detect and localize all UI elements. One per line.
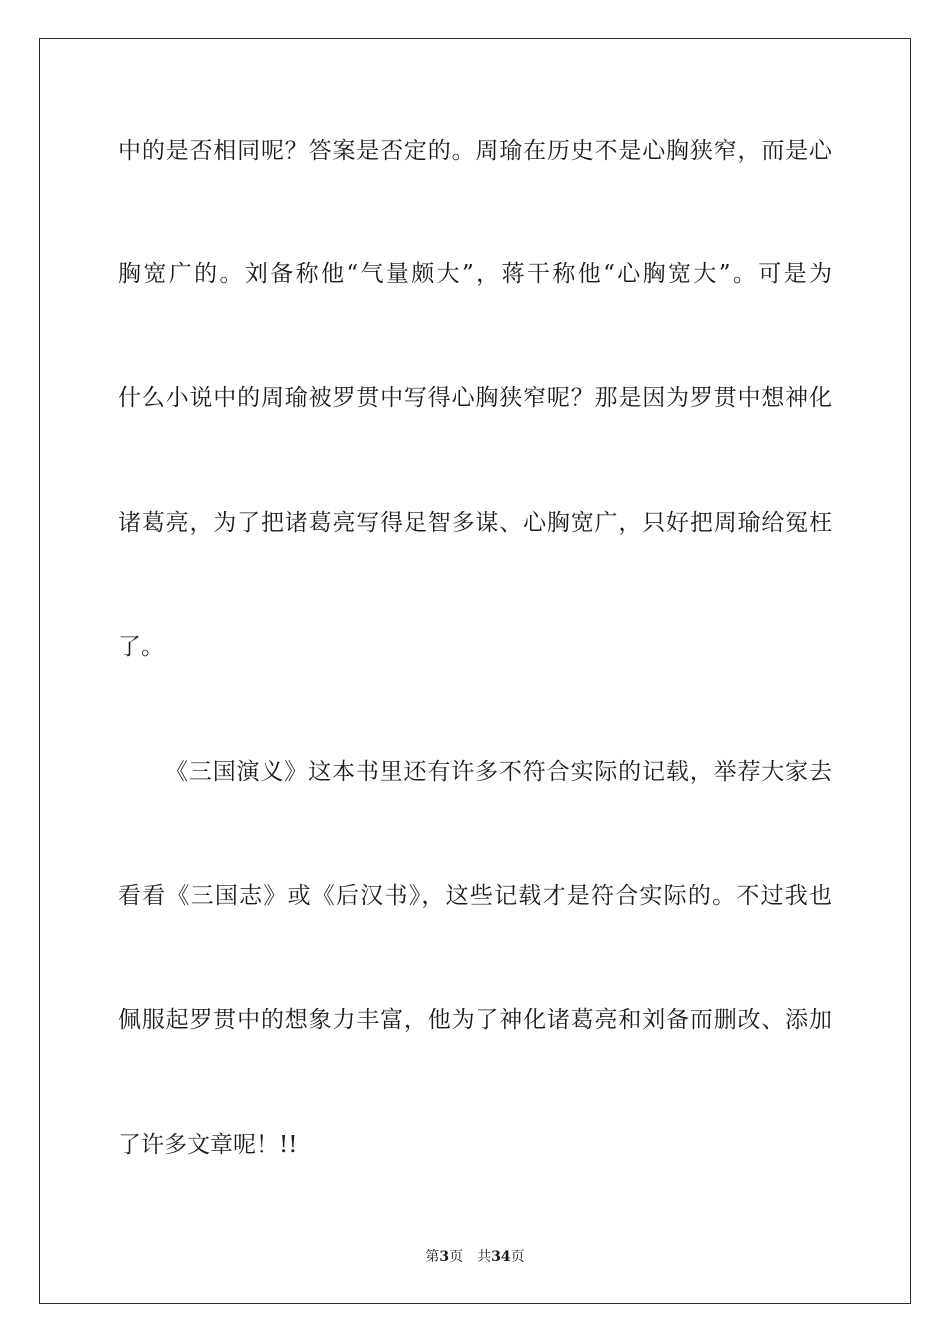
page-footer [0,1248,950,1266]
body-line-5: 了。 [118,634,164,660]
body-line-8: 佩服起罗贯中的想象力丰富，他为了神化诸葛亮和刘备而删改、添加 [118,1007,832,1033]
page-border [39,38,911,1304]
footer-page-number: 3 [439,1249,450,1265]
footer-total-pages: 34 [491,1249,511,1265]
body-line-2: 胸宽广的。刘备称他“气量颇大”，蒋干称他“心胸宽大”。可是为 [118,261,832,287]
body-line-3: 什么小说中的周瑜被罗贯中写得心胸狭窄呢？那是因为罗贯中想神化 [118,385,832,411]
body-line-7: 看看《三国志》或《后汉书》，这些记载才是符合实际的。不过我也 [118,883,832,909]
footer-total-suffix: 页 [510,1249,525,1265]
footer-total-prefix: 共 [477,1249,492,1265]
footer-page-prefix: 第 [425,1249,440,1265]
body-line-6: 《三国演义》这本书里还有许多不符合实际的记载，举荐大家去 [165,759,832,785]
body-line-9: 了许多文章呢！!! [118,1132,298,1158]
body-line-1: 中的是否相同呢？答案是否定的。周瑜在历史不是心胸狭窄，而是心 [118,138,832,164]
body-line-4: 诸葛亮，为了把诸葛亮写得足智多谋、心胸宽广，只好把周瑜给冤枉 [118,510,832,536]
footer-page-suffix: 页 [449,1249,464,1265]
